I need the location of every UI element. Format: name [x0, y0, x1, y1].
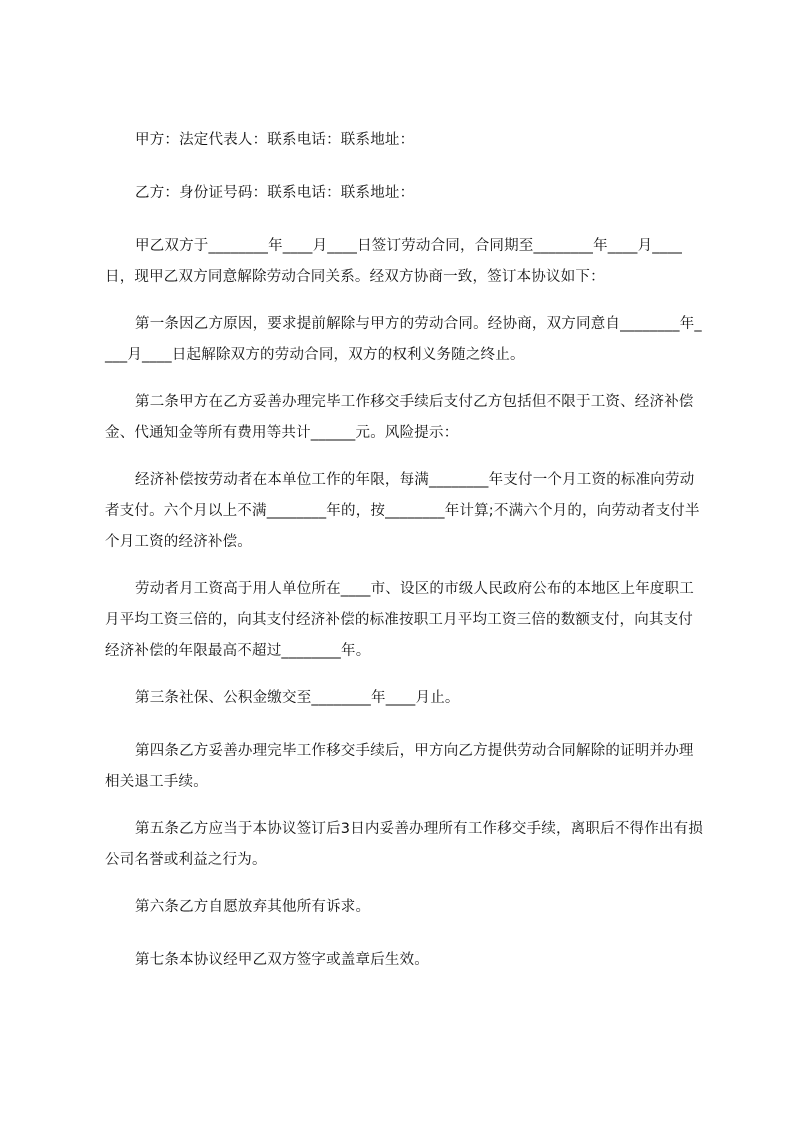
article-6: 第六条乙方自愿放弃其他所有诉求。	[135, 899, 371, 915]
article-7: 第七条本协议经甲乙双方签字或盖章后生效。	[135, 952, 429, 968]
article-2: 第二条甲方在乙方妥善办理完毕工作移交手续后支付乙方包括但不限于工资、经济补偿金、代通知金等所有费用等共计______元。风险提示：	[105, 394, 694, 441]
article-1: 第一条因乙方原因，要求提前解除与甲方的劳动合同。经协商，双方同意自________年____月____日起解除双方的劳动合同，双方的权利义务随之终止。	[105, 316, 702, 363]
contract-intro: 甲乙双方于________年____月____日签订劳动合同，合同期至________年____月____日，现甲乙双方同意解除劳动合同关系。经双方协商一致，签订本协议如下：	[105, 238, 683, 285]
article-4: 第四条乙方妥善办理完毕工作移交手续后，甲方向乙方提供劳动合同解除的证明并办理相关退工手续。	[105, 743, 694, 790]
party-b-info: 乙方：身份证号码：联系电话：联系地址：	[135, 185, 415, 201]
risk-note-high-salary: 劳动者月工资高于用人单位所在____市、设区的市级人民政府公布的本地区上年度职工月平均工资三倍的，向其支付经济补偿的标准按职工月平均工资三倍的数额支付，向其支付经济补偿的年限最高不超过________年。	[105, 581, 694, 659]
party-a-info: 甲方：法定代表人：联系电话：联系地址：	[135, 132, 415, 148]
article-3: 第三条社保、公积金缴交至________年____月止。	[135, 690, 460, 706]
risk-note-compensation: 经济补偿按劳动者在本单位工作的年限，每满________年支付一个月工资的标准向劳动者支付。六个月以上不满________年的，按________年计算;不满六个月的，向劳动者支付半个月工资的经济补偿。	[105, 472, 700, 550]
article-5: 第五条乙方应当于本协议签订后3日内妥善办理所有工作移交手续，离职后不得作出有损公司名誉或利益之行为。	[105, 821, 704, 868]
